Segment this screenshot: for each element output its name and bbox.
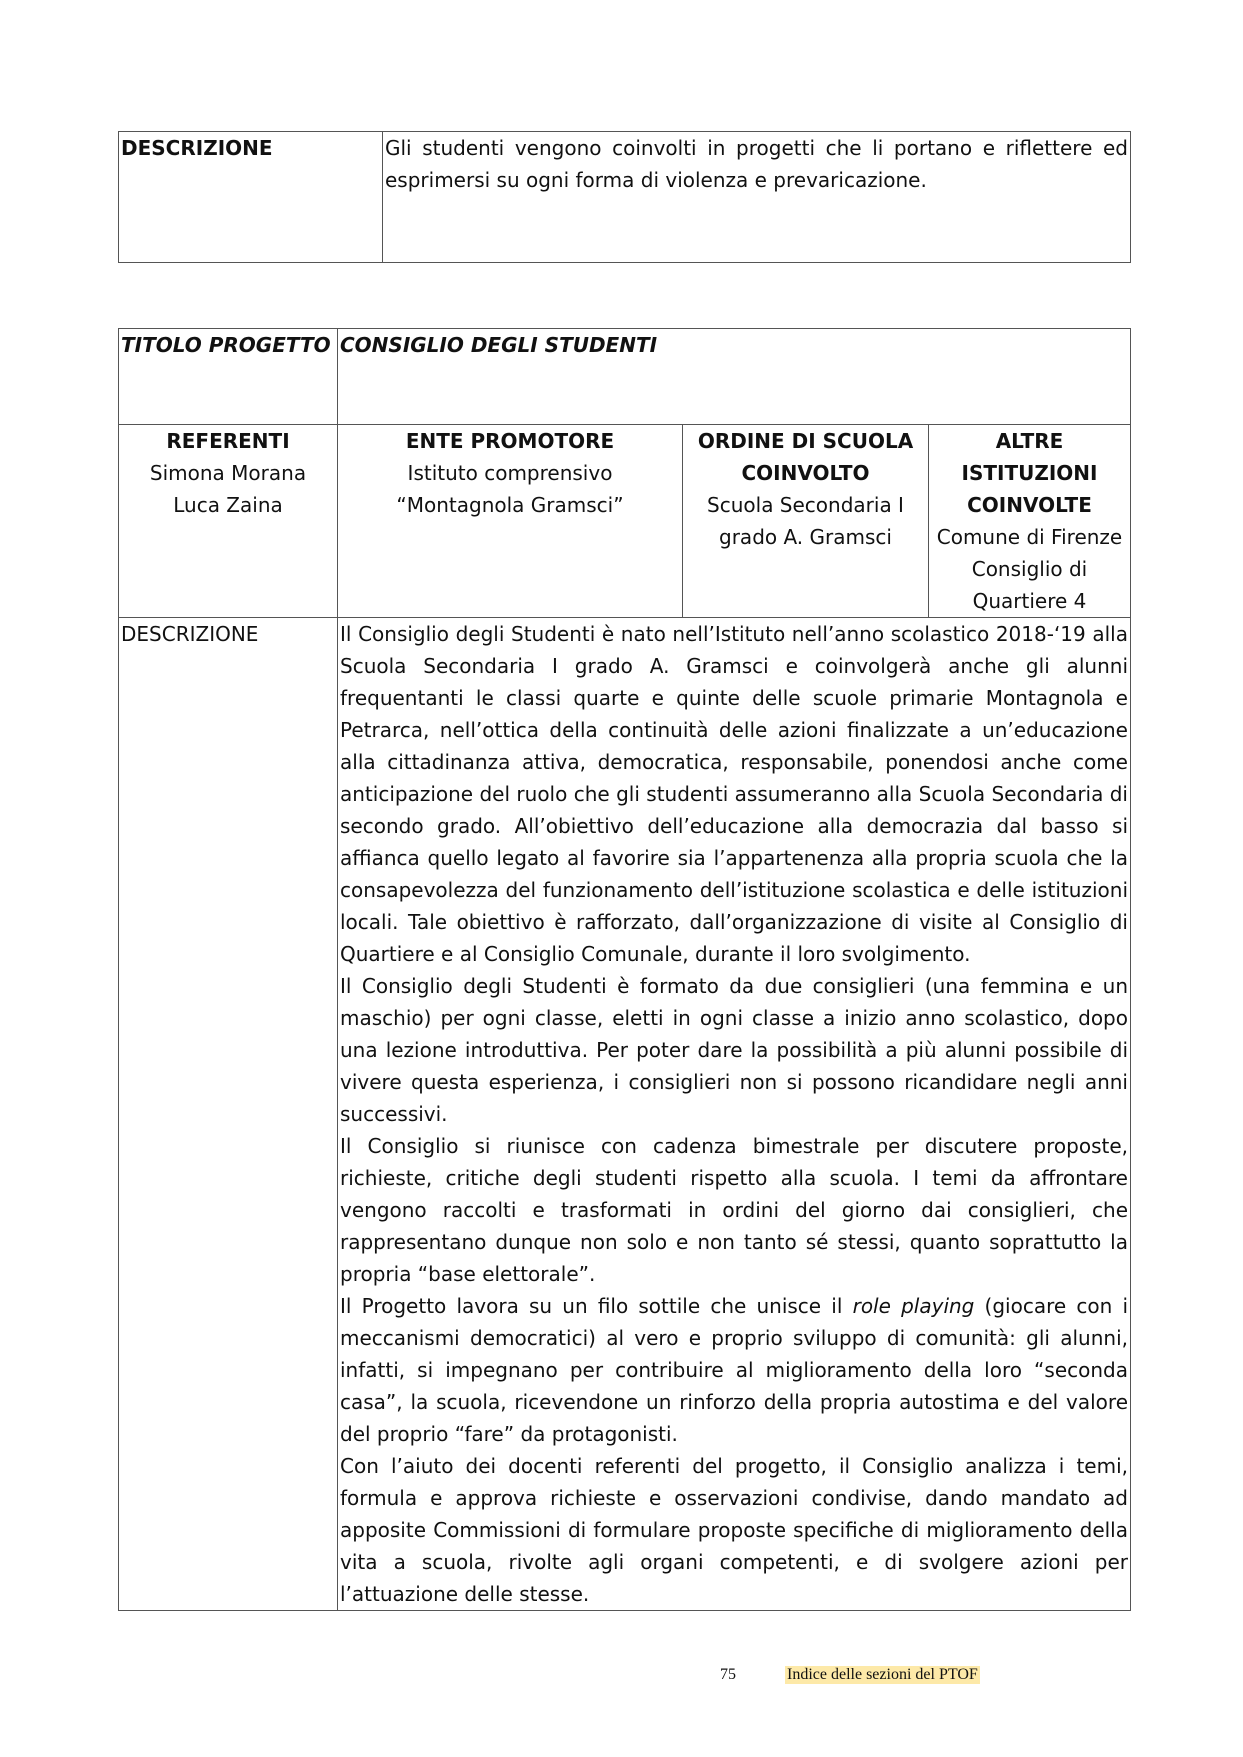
paragraph-3: Il Consiglio si riunisce con cadenza bimestrale per discutere proposte, richieste, critiche degli studenti rispetto alla scuola. I temi da affrontare vengono raccolti e trasformati in ordini del giorno dai consiglieri, che rappresentano dunque non solo e non tanto sé stessi, quanto soprattutto la propria “base elettorale”. — [340, 1134, 1128, 1286]
paragraph-5: Con l’aiuto dei docenti referenti del progetto, il Consiglio analizza i temi, formula e approva richieste e osservazioni condivise, dando mandato ad apposite Commissioni di formulare proposte specifiche di miglioramento della vita a scuola, rivolte agli organi competenti, e di svolgere azioni per l’attuazione delle stesse. — [340, 1454, 1128, 1606]
ordine-label-2: COINVOLTO — [741, 461, 870, 485]
descrizione-text — [338, 618, 1131, 1611]
paragraph-4-start: Il Progetto lavora su un filo sottile che unisce il — [340, 1294, 853, 1318]
project-title-label: TITOLO PROGETTO — [119, 329, 338, 425]
description-label: DESCRIZIONE — [119, 132, 383, 263]
ordine-line-1: Scuola Secondaria I — [707, 493, 904, 517]
altre-line-3: Quartiere 4 — [972, 589, 1087, 613]
ordine-label-1: ORDINE DI SCUOLA — [697, 429, 914, 453]
altre-label-2: ISTITUZIONI — [961, 461, 1098, 485]
paragraph-1: Il Consiglio degli Studenti è nato nell’Istituto nell’anno scolastico 2018-‘19 alla Scuola Secondaria I grado A. Gramsci e coinvolgerà anche gli alunni frequentanti le classi quarte e quinte delle scuole primarie Montagnola e Petrarca, nell’ottica della continuità delle azioni finalizzate a un’educazione alla cittadinanza attiva, democratica, responsabile, ponendosi anche come anticipazione del ruolo che gli studenti assumeranno alla Scuola Secondaria di secondo grado. All’obiettivo dell’educazione alla democrazia dal basso si affianca quello legato al favorire sia l’appartenenza alla propria scuola che la consapevolezza del funzionamento dell’istituzione scolastica e delle istituzioni locali. Tale obiettivo è rafforzato, dall’organizzazione di visite al Consiglio di Quartiere e al Consiglio Comunale, durante il loro svolgimento. — [340, 622, 1128, 966]
index-link[interactable]: Indice delle sezioni del PTOF — [787, 1666, 978, 1683]
paragraph-4 — [340, 1290, 1128, 1450]
ente-cell — [338, 425, 683, 618]
altre-label-1: ALTRE — [995, 429, 1064, 453]
referenti-label: REFERENTI — [166, 429, 290, 453]
altre-line-1: Comune di Firenze — [936, 525, 1123, 549]
description-table-1 — [118, 131, 1131, 263]
project-title-value: CONSIGLIO DEGLI STUDENTI — [338, 329, 1131, 425]
paragraph-2: Il Consiglio degli Studenti è formato da due consiglieri (una femmina e un maschio) per ogni classe, eletti in ogni classe a inizio anno scolastico, dopo una lezione introduttiva. Per poter dare la possibilità a più alunni possibile di vivere questa esperienza, i consiglieri non si possono ricandidare negli anni successivi. — [340, 974, 1128, 1126]
altre-line-2: Consiglio di — [971, 557, 1088, 581]
referente-1: Simona Morana — [149, 461, 307, 485]
description-text: Gli studenti vengono coinvolti in progetti che li portano e riflettere ed esprimersi su ogni forma di violenza e prevaricazione. — [383, 132, 1131, 263]
referente-2: Luca Zaina — [173, 493, 283, 517]
paragraph-4-emphasis: role playing — [852, 1294, 975, 1318]
ente-line-1: Istituto comprensivo — [407, 461, 613, 485]
descrizione-label: DESCRIZIONE — [119, 618, 338, 1611]
page-footer — [0, 1666, 1243, 1690]
ordine-line-2: grado A. Gramsci — [719, 525, 892, 549]
page-number: 75 — [720, 1666, 736, 1683]
project-table — [118, 328, 1131, 1611]
altre-cell — [929, 425, 1131, 618]
altre-label-3: COINVOLTE — [967, 493, 1092, 517]
ente-line-2: “Montagnola Gramsci” — [396, 493, 624, 517]
ente-label: ENTE PROMOTORE — [405, 429, 615, 453]
referenti-cell — [119, 425, 338, 618]
paragraph-4-end: (giocare con i meccanismi democratici) al vero e proprio sviluppo di comunità: gli alunni, infatti, si impegnano per contribuire al miglioramento della loro “seconda casa”, la scuola, ricevendone un rinforzo della propria autostima e del valore del proprio “fare” da protagonisti. — [340, 1294, 1129, 1446]
ordine-cell — [683, 425, 929, 618]
